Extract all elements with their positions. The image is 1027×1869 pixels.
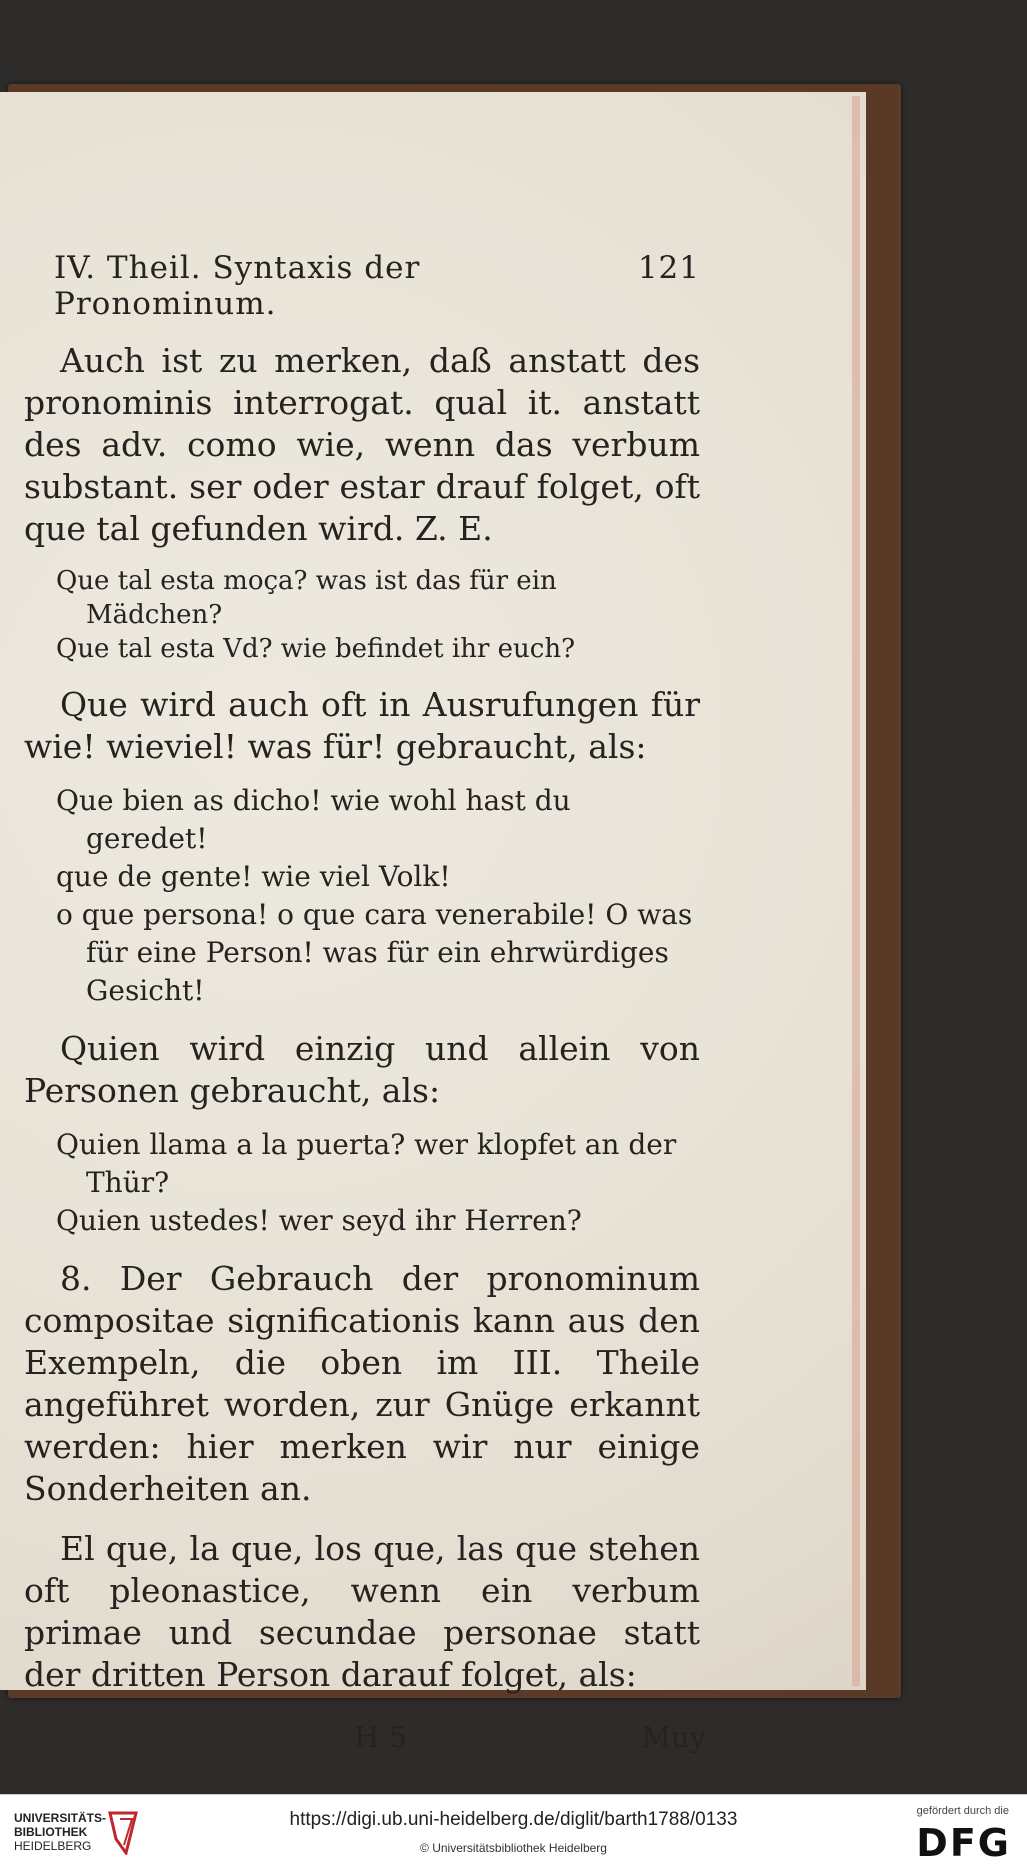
example-item: Quien ustedes! wer seyd ihr Herren? [56,1204,582,1237]
example-list-2 [24,782,700,1010]
catchword: Muy [641,1720,706,1754]
logo-text-line: HEIDELBERG [14,1839,92,1853]
paragraph-3: Quien wird einzig und allein von Personen gebraucht, als: [24,1029,700,1110]
paragraph-5: El que, la que, los que, las que stehen oft pleonastice, wenn ein verbum primae und secundae personae statt der dritten Person darauf folget, als: [24,1529,700,1694]
example-list-3 [24,1126,700,1240]
paragraph-2: Que wird auch oft in Ausrufungen für wie! wieviel! was für! gebraucht, als: [24,685,700,766]
example-item: o que persona! o que cara venerabile! O was für eine Person! was für ein ehrwürdiges Gesicht! [56,898,693,1007]
signature-mark: H 5 [354,1720,407,1754]
example-list-1 [24,564,700,666]
example-item: Quien llama a la puerta? wer klopfet an der Thür? [56,1128,677,1199]
page-number: 121 [637,250,700,286]
page-footer [24,1720,706,1754]
running-head-title: IV. Theil. Syntaxis der Pronominum. [54,250,421,322]
paragraph-1: Auch ist zu merken, daß anstatt des pronominis interrogat. qual it. anstatt des adv. como wie, wenn das verbum substant. ser oder estar drauf folget, oft que tal gefunden wird. Z. E. [24,341,700,548]
viewer-footer [0,1794,1027,1869]
running-head [54,250,700,322]
paragraph-4: 8. Der Gebrauch der pronominum compositae significationis kann aus den Exempeln, die oben im III. Theile angeführet worden, zur Gnüge erkannt werden: hier merken wir nur einige Sonderheiten an. [24,1259,700,1508]
dfg-logo[interactable]: DFG [916,1821,1011,1865]
example-item: Que tal esta Vd? wie befindet ihr euch? [56,634,576,664]
logo-text-line: BIBLIOTHEK [14,1825,88,1839]
page-text [24,250,706,1754]
logo-text-line: UNIVERSITÄTS- [14,1811,107,1825]
permalink-url[interactable]: https://digi.ub.uni-heidelberg.de/diglit/barth1788/0133 [289,1809,738,1830]
example-item: que de gente! wie viel Volk! [56,860,451,893]
example-item: Que tal esta moça? was ist das für ein Mädchen? [56,566,557,630]
page-edge [852,96,860,1686]
funder-note: gefördert durch die [916,1805,1009,1817]
example-item: Que bien as dicho! wie wohl hast du geredet! [56,784,571,855]
copyright-notice: © Universitätsbibliothek Heidelberg [420,1841,607,1855]
